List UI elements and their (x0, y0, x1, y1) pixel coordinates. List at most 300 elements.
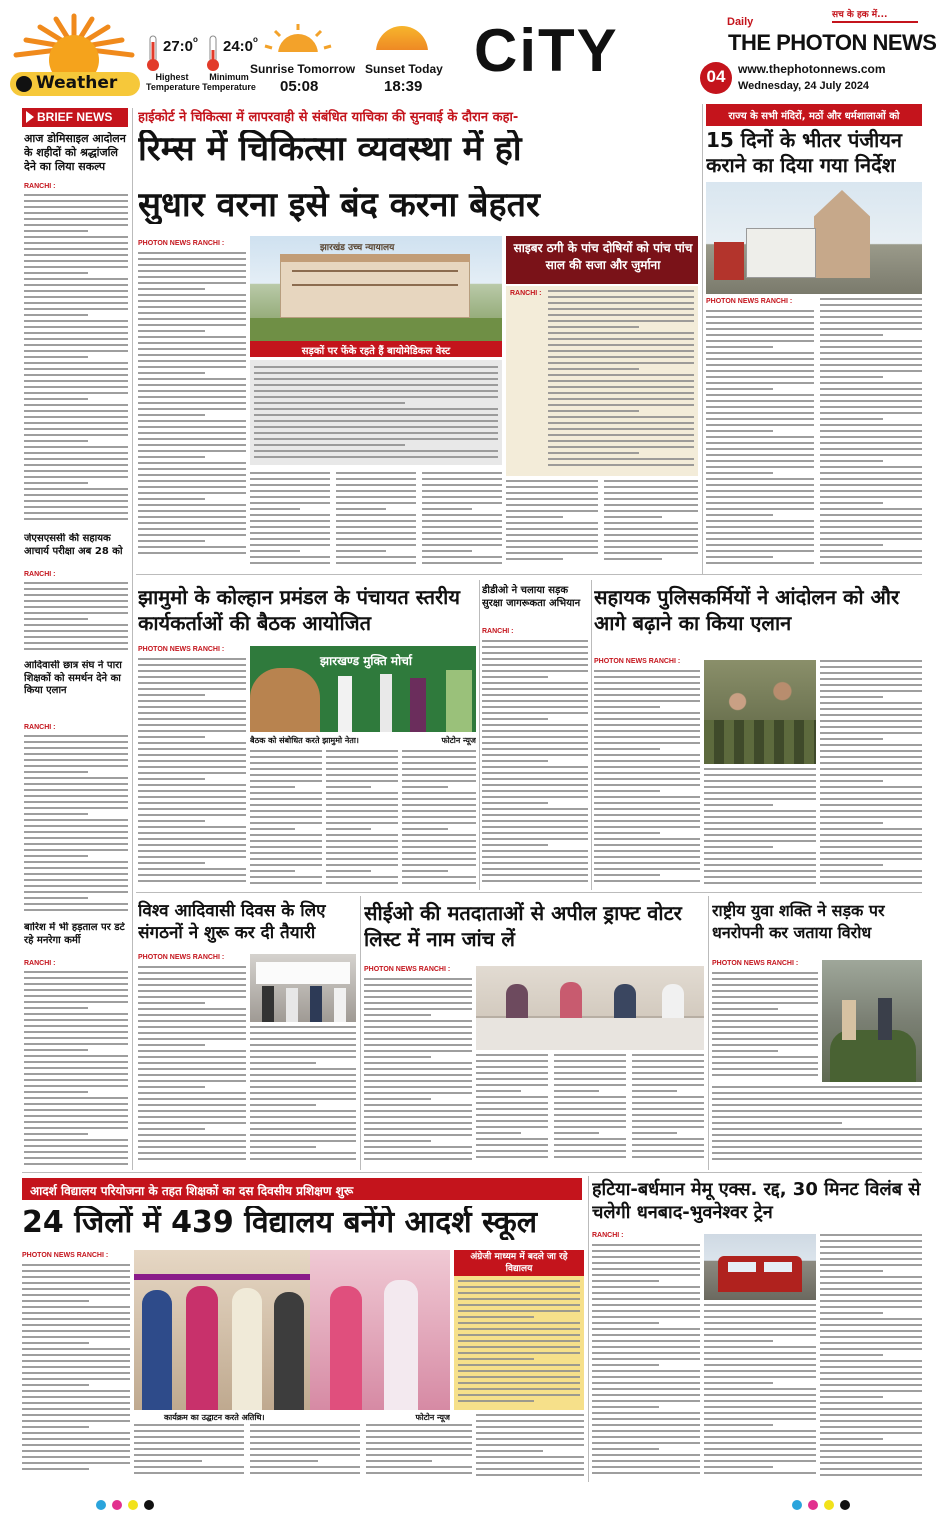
thermometer-high-icon (146, 34, 160, 72)
text-line (820, 1288, 922, 1290)
text-line (482, 760, 548, 762)
text-line (24, 1031, 128, 1033)
text-line (820, 304, 922, 306)
text-line (250, 1044, 356, 1046)
text-line (820, 768, 922, 770)
text-line (24, 416, 128, 418)
temple-photo (706, 182, 922, 294)
text-line (402, 828, 448, 830)
text-line (250, 774, 322, 776)
text-line (24, 1103, 128, 1105)
text-line (24, 344, 128, 346)
text-line (820, 1438, 883, 1440)
text-line (250, 750, 322, 752)
text-line (476, 1438, 584, 1440)
text-line (706, 508, 814, 510)
text-line (364, 1062, 472, 1064)
text-line (24, 989, 128, 991)
text-line (138, 486, 246, 488)
text-line (138, 984, 246, 986)
text-line (24, 392, 128, 394)
text-line (820, 1318, 922, 1320)
text-line (22, 1432, 130, 1434)
text-line (592, 1346, 700, 1348)
sunset-time: 18:39 (384, 78, 423, 95)
text-line (24, 843, 128, 845)
text-line (336, 484, 416, 486)
text-line (134, 1424, 244, 1426)
text-line (594, 880, 700, 882)
brief-headline-1: आज डोमिसाइल आदोलन के शहीदों को श्रद्धांजलि देने का लिया सकल्प (24, 132, 126, 173)
text-line (820, 532, 922, 534)
text-line (820, 550, 922, 552)
text-line (554, 1114, 626, 1116)
text-line (250, 538, 330, 540)
text-line (592, 1448, 659, 1450)
text-line (548, 458, 694, 460)
text-line (24, 440, 88, 442)
text-line (24, 855, 88, 857)
text-line (138, 252, 246, 254)
text-line (24, 290, 128, 292)
text-line (138, 676, 246, 678)
text-line (422, 526, 502, 528)
text-line (554, 1144, 626, 1146)
text-line (138, 432, 246, 434)
text-line (22, 1270, 130, 1272)
assistant-police-byline: PHOTON NEWS RANCHI : (594, 658, 681, 665)
tribal-byline: PHOTON NEWS RANCHI : (138, 954, 225, 961)
text-line (138, 748, 246, 750)
text-line (402, 852, 476, 854)
text-line (706, 478, 814, 480)
column-rule (360, 896, 361, 1170)
text-line (548, 368, 639, 370)
registration-byline: PHOTON NEWS RANCHI : (706, 298, 793, 305)
text-line (22, 1300, 89, 1302)
text-line (22, 1438, 130, 1440)
text-line (326, 762, 398, 764)
text-line (138, 510, 246, 512)
text-line (24, 404, 128, 406)
guest-figure (384, 1280, 418, 1410)
text-line (254, 396, 498, 398)
text-line (138, 832, 246, 834)
text-line (820, 412, 922, 414)
yellow-mark (128, 1500, 138, 1510)
tribal-photo (250, 954, 356, 1022)
text-line (364, 1116, 472, 1118)
speaker-figure (446, 670, 472, 732)
text-line (138, 330, 205, 332)
text-line (506, 552, 598, 554)
text-line (24, 983, 128, 985)
text-line (24, 891, 128, 893)
text-line (250, 1454, 360, 1456)
text-line (24, 903, 128, 905)
text-line (402, 750, 476, 752)
text-line (22, 1312, 130, 1314)
text-line (24, 308, 128, 310)
text-line (250, 1074, 356, 1076)
text-line (250, 1140, 356, 1142)
text-line (24, 464, 128, 466)
text-line (820, 684, 922, 686)
text-line (712, 1146, 922, 1148)
text-line (592, 1292, 700, 1294)
model-school-body-3 (250, 1424, 360, 1480)
text-line (134, 1436, 244, 1438)
text-line (604, 546, 698, 548)
text-line (820, 708, 922, 710)
text-line (482, 838, 588, 840)
text-line (706, 328, 814, 330)
text-line (704, 1358, 816, 1360)
text-line (820, 1360, 922, 1362)
text-line (24, 995, 128, 997)
text-line (24, 206, 128, 208)
text-line (250, 1122, 356, 1124)
text-line (548, 326, 639, 328)
text-line (24, 909, 128, 911)
text-line (820, 1372, 922, 1374)
text-line (594, 694, 700, 696)
website-url[interactable]: www.thephotonnews.com (738, 62, 886, 76)
text-line (402, 846, 476, 848)
text-line (326, 858, 398, 860)
text-line (22, 1348, 130, 1350)
text-line (24, 1133, 88, 1135)
text-line (604, 486, 698, 488)
degree-sign: o (193, 35, 198, 44)
text-line (364, 1026, 472, 1028)
lead-kicker: हाईकोर्ट ने चिकित्सा में लापरवाही से संबंधित याचिका की सुनवाई के दौरान कहा- (138, 110, 519, 125)
text-line (476, 1456, 584, 1458)
text-line (476, 1084, 548, 1086)
text-line (820, 1336, 922, 1338)
text-line (476, 1132, 521, 1134)
text-line (24, 278, 128, 280)
text-line (712, 1158, 922, 1160)
text-line (592, 1472, 700, 1474)
text-line (138, 712, 246, 714)
text-line (820, 478, 922, 480)
text-line (594, 682, 700, 684)
text-line (820, 762, 922, 764)
train-photo (704, 1234, 816, 1300)
text-line (138, 1032, 246, 1034)
text-line (820, 876, 922, 878)
text-line (24, 434, 128, 436)
text-line (632, 1150, 704, 1152)
text-line (24, 618, 88, 620)
text-line (476, 1150, 548, 1152)
text-line (706, 424, 814, 426)
text-line (402, 822, 476, 824)
speaker-figure (338, 676, 352, 732)
text-line (138, 396, 246, 398)
text-line (422, 472, 502, 474)
text-line (24, 1061, 128, 1063)
text-line (592, 1454, 700, 1456)
text-line (704, 1466, 773, 1468)
text-line (402, 816, 476, 818)
text-line (712, 1128, 922, 1130)
text-line (138, 664, 246, 666)
text-line (254, 444, 405, 446)
text-line (250, 1466, 360, 1468)
text-line (138, 730, 246, 732)
text-line (22, 1306, 130, 1308)
text-line (712, 1002, 818, 1004)
text-line (250, 834, 322, 836)
text-line (482, 772, 588, 774)
text-line (24, 1127, 128, 1129)
lead-highlight-text (254, 366, 498, 462)
text-line (594, 754, 700, 756)
section-rule (136, 574, 922, 575)
text-line (24, 284, 128, 286)
text-line (482, 868, 588, 870)
guest-figure (232, 1288, 262, 1410)
text-line (594, 874, 660, 876)
text-line (476, 1138, 548, 1140)
text-line (24, 735, 128, 737)
text-line (704, 822, 816, 824)
text-line (138, 1080, 246, 1082)
text-line (554, 1060, 626, 1062)
text-line (820, 1414, 922, 1416)
text-line (24, 254, 128, 256)
brief-dateline-3: RANCHI : (24, 724, 56, 731)
text-line (458, 1298, 580, 1300)
text-line (138, 778, 205, 780)
leader-portrait (250, 668, 320, 732)
text-line (24, 242, 128, 244)
text-line (24, 885, 128, 887)
text-line (254, 378, 498, 380)
text-line (138, 670, 246, 672)
text-line (402, 840, 476, 842)
text-line (482, 796, 588, 798)
text-line (476, 1114, 548, 1116)
guest-figure (142, 1290, 172, 1410)
text-line (554, 1078, 626, 1080)
text-line (22, 1384, 89, 1386)
text-line (592, 1376, 700, 1378)
text-line (594, 832, 660, 834)
text-line (22, 1336, 130, 1338)
text-line (336, 472, 416, 474)
text-line (592, 1388, 700, 1390)
text-line (476, 1420, 584, 1422)
text-line (506, 492, 598, 494)
text-line (706, 538, 814, 540)
text-line (138, 270, 246, 272)
text-line (24, 861, 128, 863)
text-line (138, 700, 246, 702)
text-line (592, 1280, 659, 1282)
ceo-figure (614, 984, 636, 1018)
text-line (326, 864, 398, 866)
text-line (250, 1098, 356, 1100)
text-line (482, 850, 588, 852)
text-line (706, 550, 814, 552)
text-line (24, 588, 128, 590)
text-line (482, 880, 588, 882)
model-school-credit: फोटोन न्यूज (415, 1413, 450, 1422)
youth-figure (842, 1000, 856, 1040)
train-dateline: RANCHI : (592, 1232, 624, 1239)
text-line (594, 796, 700, 798)
ceo-body-3 (554, 1054, 626, 1166)
text-line (820, 442, 922, 444)
text-line (820, 756, 922, 758)
text-line (24, 977, 128, 979)
ceo-figure (560, 982, 582, 1018)
text-line (254, 456, 498, 458)
text-line (712, 1032, 818, 1034)
text-line (820, 382, 922, 384)
text-line (250, 828, 295, 830)
text-line (24, 606, 128, 608)
text-line (594, 670, 700, 672)
text-line (138, 384, 246, 386)
text-line (482, 874, 588, 876)
road-safety-dateline: RANCHI : (482, 628, 514, 635)
text-line (704, 1382, 773, 1384)
text-line (592, 1250, 700, 1252)
text-line (820, 298, 922, 300)
text-line (24, 1139, 128, 1141)
text-line (482, 718, 548, 720)
text-line (24, 971, 128, 973)
brief-dateline-1: RANCHI : (24, 183, 56, 190)
text-line (402, 786, 448, 788)
text-line (458, 1358, 534, 1360)
text-line (326, 840, 398, 842)
ceo-press-photo (476, 966, 704, 1050)
text-line (548, 338, 694, 340)
text-line (594, 868, 700, 870)
text-line (364, 1086, 472, 1088)
text-line (364, 1110, 472, 1112)
text-line (24, 831, 128, 833)
text-line (138, 540, 205, 542)
text-line (24, 386, 128, 388)
text-line (138, 772, 246, 774)
text-line (594, 676, 700, 678)
text-line (704, 1370, 816, 1372)
text-line (704, 852, 816, 854)
text-line (24, 600, 128, 602)
guest-figure (330, 1286, 362, 1410)
brief-body-2 (24, 582, 128, 657)
lead-byline: PHOTON NEWS RANCHI : (138, 240, 225, 247)
text-line (554, 1072, 626, 1074)
text-line (22, 1282, 130, 1284)
text-line (594, 712, 700, 714)
assistant-police-body-1 (594, 670, 700, 888)
text-line (24, 362, 128, 364)
text-line (250, 1442, 360, 1444)
text-line (706, 520, 814, 522)
text-line (24, 789, 128, 791)
text-line (632, 1132, 677, 1134)
text-line (712, 1056, 818, 1058)
text-line (712, 1134, 922, 1136)
text-line (138, 736, 205, 738)
jmm-photo (250, 646, 476, 732)
text-line (604, 498, 698, 500)
text-line (138, 996, 246, 998)
lead-headline-line-2: सुधार वरना इसे बंद करना बेहतर (138, 186, 540, 225)
text-line (254, 390, 498, 392)
text-line (138, 468, 246, 470)
text-line (402, 810, 476, 812)
text-line (366, 1436, 472, 1438)
model-school-photo-2 (310, 1250, 450, 1410)
text-line (482, 832, 588, 834)
text-line (476, 1102, 548, 1104)
text-line (326, 834, 398, 836)
text-line (704, 858, 816, 860)
text-line (482, 862, 588, 864)
text-line (336, 520, 416, 522)
text-line (704, 1472, 816, 1474)
text-line (820, 840, 922, 842)
tribal-banner (256, 962, 350, 984)
text-line (476, 1444, 584, 1446)
text-line (24, 1163, 128, 1165)
text-line (364, 1146, 472, 1148)
text-line (138, 790, 246, 792)
text-line (594, 706, 660, 708)
text-line (250, 526, 330, 528)
text-line (632, 1096, 704, 1098)
text-line (704, 786, 816, 788)
cyan-mark (792, 1500, 802, 1510)
text-line (366, 1424, 472, 1426)
text-line (704, 780, 816, 782)
section-rule (136, 892, 922, 893)
text-line (138, 1014, 246, 1016)
text-line (24, 320, 128, 322)
text-line (820, 1258, 922, 1260)
text-line (712, 978, 818, 980)
ceo-body-1 (364, 978, 472, 1166)
text-line (706, 376, 814, 378)
text-line (632, 1102, 704, 1104)
text-line (632, 1108, 704, 1110)
text-line (592, 1256, 700, 1258)
text-line (706, 316, 814, 318)
cyan-mark (96, 1500, 106, 1510)
text-line (138, 990, 246, 992)
jmm-headline: झामुमो के कोल्हान प्रमंडल के पंचायत स्तरीय कार्यकर्ताओं की बैठक आयोजित (138, 585, 460, 635)
text-line (594, 838, 700, 840)
temple-office (746, 228, 816, 278)
text-line (422, 508, 472, 510)
text-line (250, 1032, 356, 1034)
text-line (250, 852, 322, 854)
text-line (482, 754, 588, 756)
text-line (250, 798, 322, 800)
tribal-figure (286, 988, 298, 1022)
text-line (820, 388, 922, 390)
text-line (482, 730, 588, 732)
text-line (592, 1262, 700, 1264)
